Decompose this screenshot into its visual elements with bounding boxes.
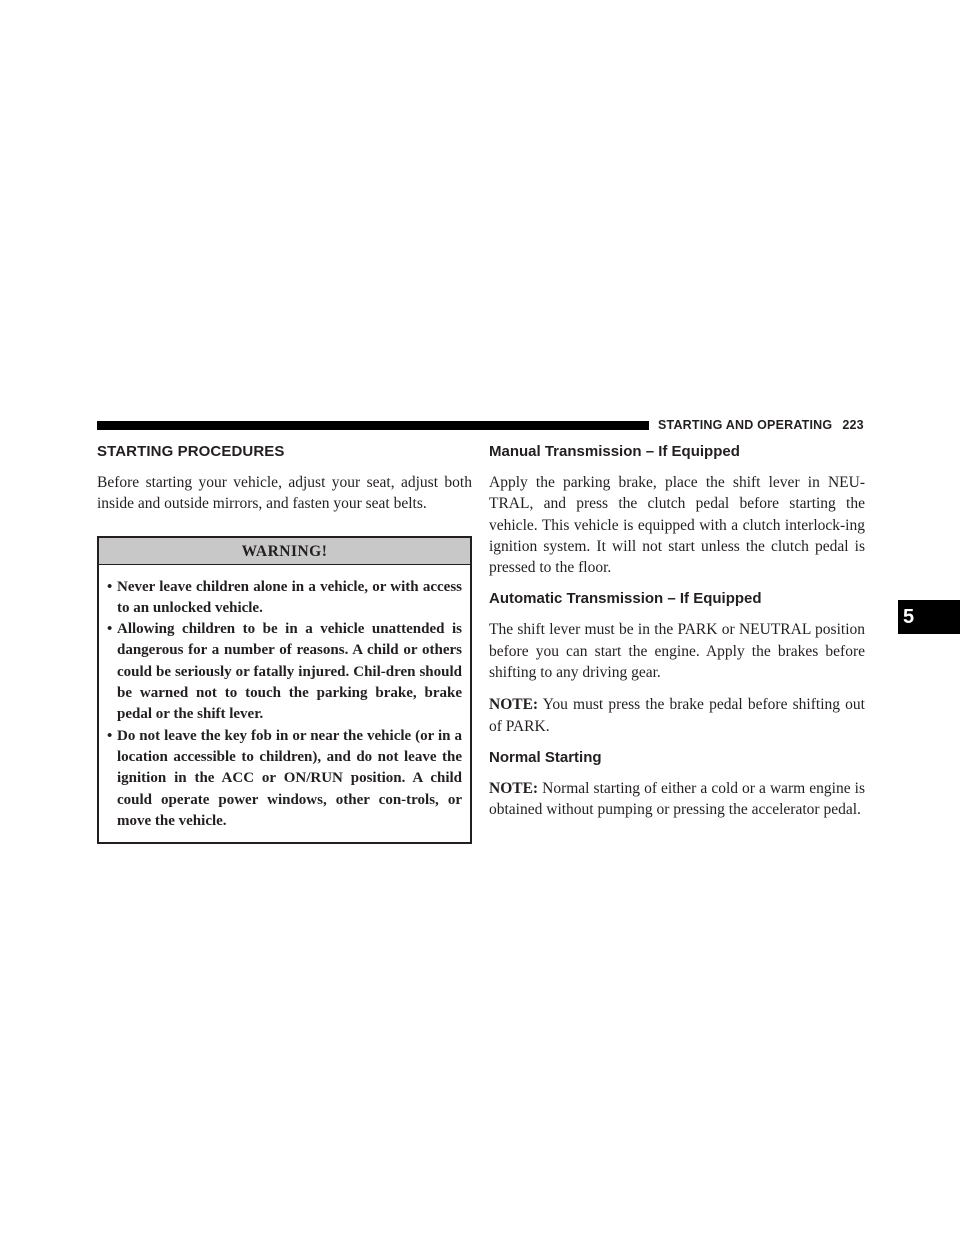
warning-list bbox=[99, 565, 470, 843]
normal-starting-heading: Normal Starting bbox=[489, 748, 602, 766]
page-number: 223 bbox=[842, 418, 864, 432]
automatic-note bbox=[489, 694, 865, 737]
bullet-icon: • bbox=[107, 621, 113, 638]
running-header bbox=[658, 418, 864, 432]
automatic-transmission-text: The shift lever must be in the PARK or NEUTRAL position before you can start the engine. Apply the brakes before shifting to any driving gear. bbox=[489, 621, 865, 682]
note-text: Normal starting of either a cold or a warm engine is obtained without pumping or pressing the accelerator pedal. bbox=[489, 779, 865, 819]
bullet-icon: • bbox=[107, 727, 113, 744]
manual-transmission-heading: Manual Transmission – If Equipped bbox=[489, 443, 740, 460]
warning-title: WARNING! bbox=[99, 538, 470, 565]
normal-starting-note bbox=[489, 778, 865, 821]
warning-item bbox=[107, 726, 462, 832]
chapter-tab: 5 bbox=[898, 600, 960, 634]
warning-item-text: Do not leave the key fob in or near the vehicle (or in a location accessible to children), and do not leave the ignition in the ACC or ON/RUN position. A child could operate power windows, other con-trols, or move the vehicle. bbox=[117, 727, 462, 829]
warning-item bbox=[107, 577, 462, 620]
header-rule bbox=[97, 421, 649, 430]
warning-item-text: Never leave children alone in a vehicle, or with access to an unlocked vehicle. bbox=[117, 578, 462, 616]
header-section-title: STARTING AND OPERATING bbox=[658, 418, 833, 432]
note-label: NOTE: bbox=[489, 779, 539, 797]
note-label: NOTE: bbox=[489, 696, 539, 714]
note-text: You must press the brake pedal before shifting out of PARK. bbox=[489, 696, 865, 735]
left-column bbox=[97, 442, 472, 844]
intro-paragraph: Before starting your vehicle, adjust your seat, adjust both inside and outside mirrors, and fasten your seat belts. bbox=[97, 474, 472, 513]
automatic-transmission-heading: Automatic Transmission – If Equipped bbox=[489, 590, 762, 608]
warning-item-text: Allowing children to be in a vehicle unattended is dangerous for a number of reasons. A child or others could be seriously or fatally injured. Chil-dren should be warned not to touch the parking brake, brake pedal or the shift lever. bbox=[117, 621, 462, 723]
bullet-icon: • bbox=[107, 578, 113, 595]
warning-item bbox=[107, 619, 462, 725]
warning-box bbox=[97, 536, 472, 845]
manual-transmission-text: Apply the parking brake, place the shift lever in NEU-TRAL, and press the clutch pedal before starting the vehicle. This vehicle is equipped with a clutch interlock-ing ignition system. It will not start unless the clutch pedal is pressed to the floor. bbox=[489, 474, 865, 577]
right-column bbox=[489, 442, 865, 821]
section-heading: STARTING PROCEDURES bbox=[97, 443, 285, 460]
